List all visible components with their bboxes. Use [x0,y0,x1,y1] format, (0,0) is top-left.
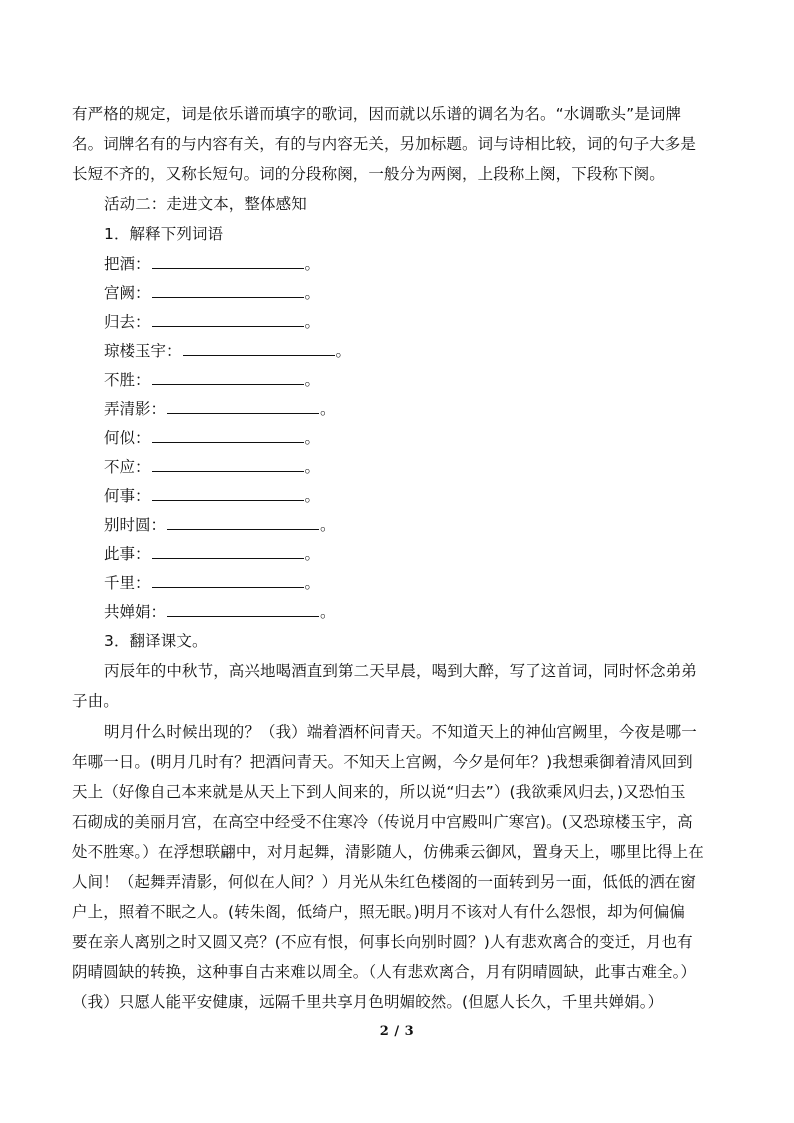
answer-blank[interactable] [152,457,304,472]
answer-blank[interactable] [152,573,304,588]
answer-blank[interactable] [152,486,304,501]
translation-p2-line-9: 阴晴圆缺的转换，这种事自古来难以周全。（人有悲欢离合，月有阴晴圆缺，此事古难全。） [72,963,697,981]
term-label: 弄清影： [104,400,167,418]
answer-blank[interactable] [152,254,304,269]
translation-p2-line-7: 户上，照着不眠之人。(转朱阁，低绮户，照无眠。)明月不该对人有什么怨恨，却为何偏偏 [72,903,685,921]
answer-blank[interactable] [152,283,304,298]
term-label: 何似： [104,429,151,447]
term-label: 千里： [104,574,151,592]
term-end: 。 [304,313,321,331]
translation-p2-line-5: 处不胜寒。）在浮想联翩中，对月起舞，清影随人，仿佛乘云御风，置身天上，哪里比得上在 [72,843,704,861]
term-end: 。 [304,284,321,302]
answer-blank[interactable] [152,428,304,443]
answer-blank[interactable] [167,399,319,414]
term-row [104,428,320,448]
term-end: 。 [304,487,321,505]
page-number: 2 / 3 [379,1024,415,1039]
intro-line-1: 有严格的规定，词是依乐谱而填字的歌词，因而就以乐谱的调名为名。“水调歌头”是词牌 [72,105,682,123]
term-row [104,399,336,419]
term-row [104,283,320,303]
term-row [104,370,320,390]
term-end: 。 [304,255,321,273]
translation-p2-line-10: （我）只愿人能平安健康，远隔千里共享月色明媚皎然。(但愿人长久，千里共婵娟。） [72,993,664,1011]
term-label: 宫阙： [104,284,151,302]
term-end: 。 [304,545,321,563]
term-label: 共婵娟： [104,603,167,621]
intro-line-2: 名。词牌名有的与内容有关，有的与内容无关，另加标题。词与诗相比较，词的句子大多是 [72,135,697,153]
term-label: 归去： [104,313,151,331]
translation-p2-line-1: 明月什么时候出现的？（我）端着酒杯问青天。不知道天上的神仙宫阙里，今夜是哪一 [104,723,697,741]
translation-p2-line-6: 人间！（起舞弄清影，何似在人间？）月光从朱红色楼阁的一面转到另一面，低低的洒在窗 [72,873,697,891]
answer-blank[interactable] [152,544,304,559]
translation-p2-line-2: 年哪一日。(明月几时有？把酒问青天。不知天上宫阙，今夕是何年？)我想乘御着清风回到 [72,753,693,771]
term-row [104,457,320,477]
term-end: 。 [335,342,352,360]
term-row [104,486,320,506]
intro-line-3: 长短不齐的，又称长短句。词的分段称阕，一般分为两阕，上段称上阕，下段称下阕。 [72,165,665,183]
answer-blank[interactable] [152,312,304,327]
term-end: 。 [320,603,336,621]
term-end: 。 [304,458,321,476]
term-row [104,254,320,274]
term-end: 。 [304,574,321,592]
translation-p1-line-1: 丙辰年的中秋节，高兴地喝酒直到第二天早晨，喝到大醉，写了这首词，同时怀念弟弟 [104,662,697,680]
term-row [104,515,336,535]
term-end: 。 [320,516,336,534]
answer-blank[interactable] [167,515,319,530]
term-end: 。 [304,371,321,389]
translation-p1-line-2: 子由。 [72,692,119,710]
question-3-heading: 3．翻译课文。 [104,632,208,650]
term-label: 琼楼玉宇： [104,342,182,360]
term-label: 不胜： [104,371,151,389]
term-row [104,573,320,593]
term-end: 。 [304,429,321,447]
term-label: 把酒： [104,255,151,273]
term-label: 何事： [104,487,151,505]
answer-blank[interactable] [183,341,335,356]
answer-blank[interactable] [152,370,304,385]
term-row [104,602,336,622]
translation-p2-line-4: 石砌成的美丽月宫，在高空中经受不住寒冷（传说月中宫殿叫广寒宫)。(又恐琼楼玉宇，高 [72,813,693,831]
translation-p2-line-3: 天上（好像自己本来就是从天上下到人间来的，所以说“归去”）(我欲乘风归去，)又恐怕玉 [72,783,686,801]
term-row [104,544,320,564]
term-row [104,341,351,361]
term-label: 别时圆： [104,516,167,534]
answer-blank[interactable] [167,602,319,617]
translation-p2-line-8: 要在亲人离别之时又圆又亮？(不应有恨，何事长向别时圆？)人有悲欢离合的变迁，月也有 [72,933,693,951]
term-row [104,312,320,332]
term-end: 。 [320,400,336,418]
term-label: 不应： [104,458,151,476]
term-label: 此事： [104,545,151,563]
activity-heading: 活动二：走进文本，整体感知 [104,195,307,213]
question-1-heading: 1．解释下列词语 [104,225,224,243]
